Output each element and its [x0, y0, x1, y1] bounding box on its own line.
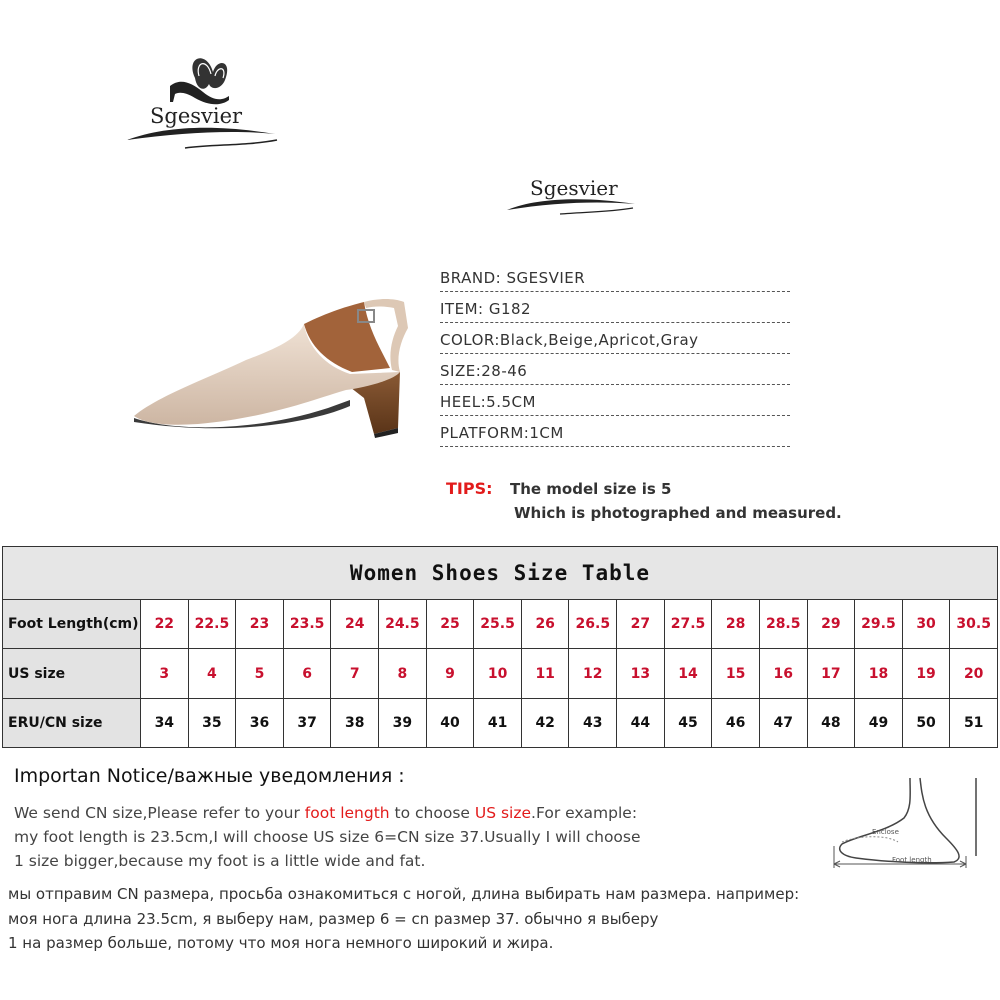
spec-heel	[440, 390, 790, 416]
size-table-cell: 7	[331, 649, 379, 698]
logo-mid-text: Sgesvier	[530, 176, 618, 200]
size-table-cell: 46	[712, 698, 760, 747]
size-table-cell: 26	[521, 600, 569, 649]
notice-en1-a: We send CN size,Please refer to your	[14, 804, 305, 822]
spec-item	[440, 297, 790, 323]
size-table-cell: 25	[426, 600, 474, 649]
size-table-cell: 44	[617, 698, 665, 747]
logo-mid	[505, 170, 640, 220]
notice-us-size: US size	[474, 804, 532, 822]
size-table-row-label: US size	[3, 649, 141, 698]
spec-platform-text: PLATFORM:1CM	[440, 424, 564, 442]
size-table-cell: 30.5	[950, 600, 998, 649]
logo-top	[125, 48, 285, 158]
spec-brand-text: BRAND: SGESVIER	[440, 269, 586, 287]
size-table	[2, 546, 998, 748]
notice-heading: Importan Notice/важные уведомления :	[14, 765, 405, 787]
size-table-row-label: Foot Length(cm)	[3, 600, 141, 649]
size-table-cell: 38	[331, 698, 379, 747]
size-table-cell: 28	[712, 600, 760, 649]
size-table-cell: 4	[188, 649, 236, 698]
size-table-title: Women Shoes Size Table	[3, 547, 998, 600]
size-table-cell: 41	[474, 698, 522, 747]
spec-size-text: SIZE:28-46	[440, 362, 528, 380]
slingback-pump-icon	[128, 288, 418, 438]
size-table-cell: 16	[759, 649, 807, 698]
size-table-cell: 20	[950, 649, 998, 698]
size-table-cell: 51	[950, 698, 998, 747]
size-table-cell: 50	[902, 698, 950, 747]
size-table-cell: 8	[379, 649, 427, 698]
logo-top-text: Sgesvier	[150, 104, 243, 128]
foot-enclose-label: Enclose	[872, 828, 899, 836]
size-table-cell: 17	[807, 649, 855, 698]
size-table-cell: 28.5	[759, 600, 807, 649]
notice-en-line1	[14, 804, 637, 822]
size-table-cell: 6	[283, 649, 331, 698]
size-table-cell: 40	[426, 698, 474, 747]
size-table-cell: 3	[141, 649, 189, 698]
size-table-cell: 23	[236, 600, 284, 649]
size-table-cell: 37	[283, 698, 331, 747]
size-table-cell: 42	[521, 698, 569, 747]
size-table-cell: 27	[617, 600, 665, 649]
notice-ru-line1: мы отправим CN размера, просьба ознакомиться с ногой, длина выбирать нам размера. например:	[8, 885, 800, 903]
size-table-cell: 34	[141, 698, 189, 747]
size-table-cell: 12	[569, 649, 617, 698]
size-table-cell: 24	[331, 600, 379, 649]
spec-item-text: ITEM: G182	[440, 300, 532, 318]
size-table-cell: 47	[759, 698, 807, 747]
size-table-cell: 11	[521, 649, 569, 698]
size-table-cell: 5	[236, 649, 284, 698]
size-table-cell: 35	[188, 698, 236, 747]
size-table-cell: 18	[855, 649, 903, 698]
spec-color	[440, 328, 790, 354]
size-table-cell: 19	[902, 649, 950, 698]
tips-label: TIPS:	[446, 479, 493, 498]
notice-en1-e: .For example:	[531, 804, 638, 822]
notice-en-line3: 1 size bigger,because my foot is a little wide and fat.	[14, 852, 426, 870]
size-table-cell: 45	[664, 698, 712, 747]
tips-line2: Which is photographed and measured.	[514, 504, 842, 522]
spec-brand	[440, 266, 790, 292]
spec-heel-text: HEEL:5.5CM	[440, 393, 536, 411]
foot-length-label: Foot length	[892, 856, 932, 864]
spec-color-text: COLOR:Black,Beige,Apricot,Gray	[440, 331, 699, 349]
spec-platform	[440, 421, 790, 447]
size-table-cell: 13	[617, 649, 665, 698]
size-table-cell: 36	[236, 698, 284, 747]
size-table-cell: 29.5	[855, 600, 903, 649]
size-table-cell: 39	[379, 698, 427, 747]
size-table-cell: 23.5	[283, 600, 331, 649]
size-table-cell: 14	[664, 649, 712, 698]
size-table-cell: 22.5	[188, 600, 236, 649]
size-table-row	[3, 649, 998, 698]
size-table-cell: 27.5	[664, 600, 712, 649]
size-table-cell: 26.5	[569, 600, 617, 649]
spec-size	[440, 359, 790, 385]
butterfly-heel-icon	[125, 48, 285, 158]
size-table-cell: 10	[474, 649, 522, 698]
size-table-cell: 29	[807, 600, 855, 649]
size-table-cell: 49	[855, 698, 903, 747]
notice-en1-c: to choose	[389, 804, 475, 822]
notice-ru-line3: 1 на размер больше, потому что моя нога немного широкий и жира.	[8, 934, 554, 952]
size-table-cell: 43	[569, 698, 617, 747]
size-table-cell: 9	[426, 649, 474, 698]
tips-line1: The model size is 5	[510, 480, 672, 498]
product-image	[128, 288, 418, 438]
size-table-cell: 30	[902, 600, 950, 649]
size-table-cell: 48	[807, 698, 855, 747]
size-table-cell: 22	[141, 600, 189, 649]
foot-diagram	[826, 776, 986, 871]
size-table-row	[3, 600, 998, 649]
size-table-cell: 24.5	[379, 600, 427, 649]
notice-en-line2: my foot length is 23.5cm,I will choose US size 6=CN size 37.Usually I will choose	[14, 828, 641, 846]
notice-ru-line2: моя нога длина 23.5cm, я выберу нам, размер 6 = cn размер 37. обычно я выберу	[8, 910, 659, 928]
size-table-cell: 25.5	[474, 600, 522, 649]
size-table-row-label: ERU/CN size	[3, 698, 141, 747]
size-table-row	[3, 698, 998, 747]
notice-foot-length: foot length	[304, 804, 390, 822]
size-table-cell: 15	[712, 649, 760, 698]
